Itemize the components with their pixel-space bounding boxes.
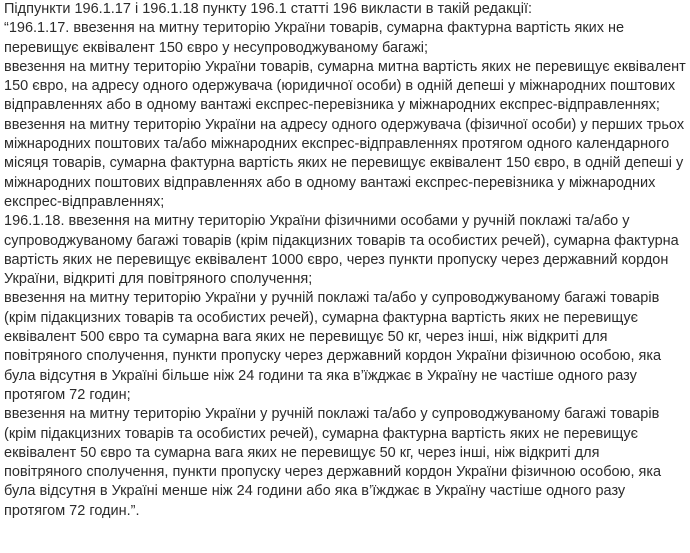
text-line: перевищує еквівалент 150 євро у несупроводжуваному багажі; [4, 39, 429, 56]
text-line: ввезення на митну територію України у ручній поклажі та/або у супроводжуваному багажі товарів [4, 406, 660, 423]
text-line: Підпункти 196.1.17 і 196.1.18 пункту 196.1 статті 196 викласти в такій редакції: [4, 1, 533, 17]
text-line: вартість яких не перевищує еквівалент 1000 євро, через пункти пропуску через державний кордон [4, 251, 669, 268]
text-line: повітряного сполучення, пункти пропуску через державний кордон України фізичною особою, яка [4, 464, 662, 481]
text-line: України, відкриті для повітряного сполучення; [4, 271, 313, 288]
text-line: супроводжуваному багажі товарів (крім підакцизних товарів та особистих речей), сумарна фактурна [4, 232, 679, 249]
text-line: еквівалент 50 євро та сумарна вага яких не перевищує 50 кг, через інші, ніж відкриті для [4, 444, 600, 461]
text-line: відправленнях або в одному вантажі експрес-перевізника у міжнародних експрес-відправленнях; [4, 97, 660, 114]
text-line: (крім підакцизних товарів та особистих речей), сумарна фактурна вартість яких не перевищує [4, 309, 639, 326]
text-line: місяця товарів, сумарна фактурна вартість яких не перевищує еквівалент 150 євро, в одній депеші у [4, 155, 684, 172]
text-line: “196.1.17. ввезення на митну територію України товарів, сумарна фактурна вартість яких не [4, 20, 625, 37]
text-line: експрес-відправленнях; [4, 193, 165, 210]
text-line: 150 євро, на адресу одного одержувача (юридичної особи) в одній депеші у міжнародних поштових [4, 78, 676, 95]
text-line: 196.1.18. ввезення на митну територію України фізичними особами у ручній поклажі та/або у [4, 213, 630, 230]
text-line: була відсутня в Україні більше ніж 24 години та яка в’їжджає в Україну не частіше одного разу [4, 367, 637, 384]
text-line: повітряного сполучення, пункти пропуску через державний кордон України фізичною особою, яка [4, 348, 662, 365]
text-line: протягом 72 годин; [4, 386, 131, 403]
text-line: ввезення на митну територію України у ручній поклажі та/або у супроводжуваному багажі товарів [4, 290, 660, 307]
text-line: міжнародних поштових та/або міжнародних експрес-відправленнях протягом одного календарного [4, 136, 670, 153]
text-line: ввезення на митну територію України на адресу одного одержувача (фізичної особи) у перших трьох [4, 116, 685, 133]
text-line: міжнародних поштових відправленнях або в одному вантажі експрес-перевізника у міжнародних [4, 174, 656, 191]
text-line: еквівалент 500 євро та сумарна вага яких не перевищує 50 кг, через інші, ніж відкриті для [4, 329, 608, 346]
text-line: ввезення на митну територію України товарів, сумарна митна вартість яких не перевищує еквівалент [4, 58, 686, 75]
text-line: (крім підакцизних товарів та особистих речей), сумарна фактурна вартість яких не перевищує [4, 425, 639, 442]
text-line: протягом 72 годин.”. [4, 502, 140, 519]
text-line: була відсутня в Україні менше ніж 24 години або яка в’їжджає в Україну частіше одного разу [4, 483, 626, 500]
